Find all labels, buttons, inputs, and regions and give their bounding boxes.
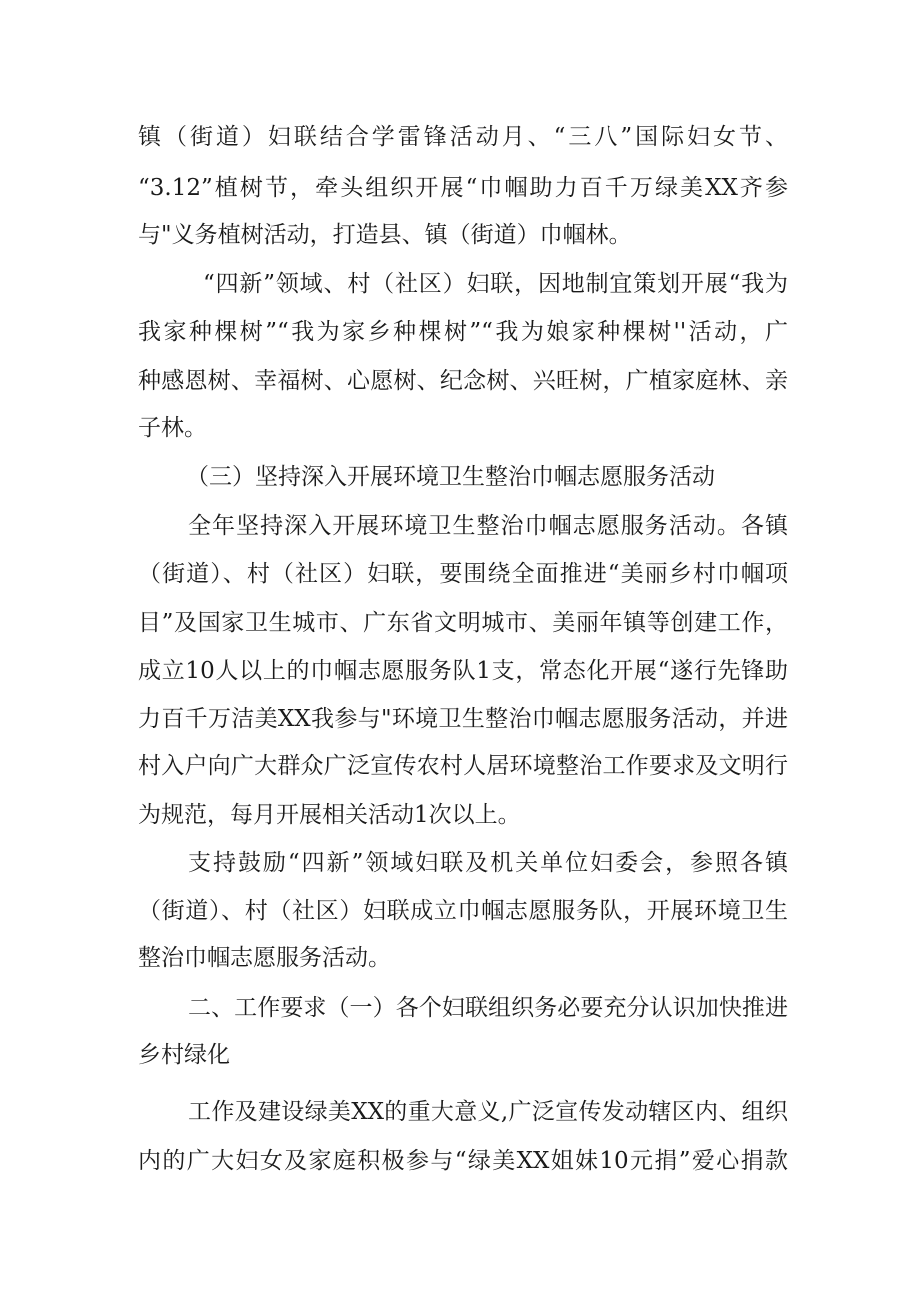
paragraph-line: 整治巾帼志愿服务活动。 bbox=[138, 945, 391, 971]
paragraph-line: 村入户向广大群众广泛宣传农村人居环境整治工作要求及文明行 bbox=[138, 753, 788, 779]
paragraph-line: “四新”领域、村（社区）妇联，因地制宜策划开展“我为 bbox=[203, 271, 788, 297]
paragraph-line: 支持鼓励“四新”领域妇联及机关单位妇委会，参照各镇 bbox=[188, 850, 788, 876]
paragraph-line: 全年坚持深入开展环境卫生整治巾帼志愿服务活动。各镇 bbox=[188, 513, 788, 539]
paragraph-line: 子林。 bbox=[138, 415, 207, 441]
paragraph-line: 力百千万洁美XX我参与"环境卫生整治巾帼志愿服务活动，并进 bbox=[138, 706, 788, 732]
paragraph-line: 目”及国家卫生城市、广东省文明城市、美丽年镇等创建工作， bbox=[138, 610, 788, 636]
paragraph-line: 种感恩树、幸福树、心愿树、纪念树、兴旺树，广植家庭林、亲 bbox=[138, 368, 788, 394]
paragraph-line: 内的广大妇女及家庭积极参与“绿美XX姐妹10元捐”爱心捐款 bbox=[138, 1148, 788, 1174]
section-heading: （三）坚持深入开展环境卫生整治巾帼志愿服务活动 bbox=[186, 464, 715, 490]
section-heading: 二、工作要求（一）各个妇联组织务必要充分认识加快推进 bbox=[188, 995, 788, 1021]
paragraph-line: 镇（街道）妇联结合学雷锋活动月、“三八”国际妇女节、 bbox=[138, 124, 788, 150]
paragraph-line: “3.12”植树节，牵头组织开展“巾帼助力百千万绿美XX齐参 bbox=[138, 175, 788, 201]
paragraph-line: 与"义务植树活动，打造县、镇（街道）巾帼林。 bbox=[138, 222, 632, 248]
paragraph-line: 成立10人以上的巾帼志愿服务队1支，常态化开展“遂行先锋助 bbox=[138, 658, 788, 684]
paragraph-line: 我家种棵树”“我为家乡种棵树”“我为娘家种棵树''活动，广 bbox=[138, 319, 788, 345]
paragraph-line: 工作及建设绿美XX的重大意义,广泛宣传发动辖区内、组织 bbox=[188, 1099, 788, 1125]
section-heading: 乡村绿化 bbox=[138, 1042, 230, 1068]
paragraph-line: 为规范，每月开展相关活动1次以上。 bbox=[138, 802, 521, 828]
paragraph-line: （街道）、村（社区）妇联成立巾帼志愿服务队，开展环境卫生 bbox=[138, 898, 788, 924]
paragraph-line: （街道）、村（社区）妇联，要围绕全面推进“美丽乡村巾帼项 bbox=[138, 561, 788, 587]
